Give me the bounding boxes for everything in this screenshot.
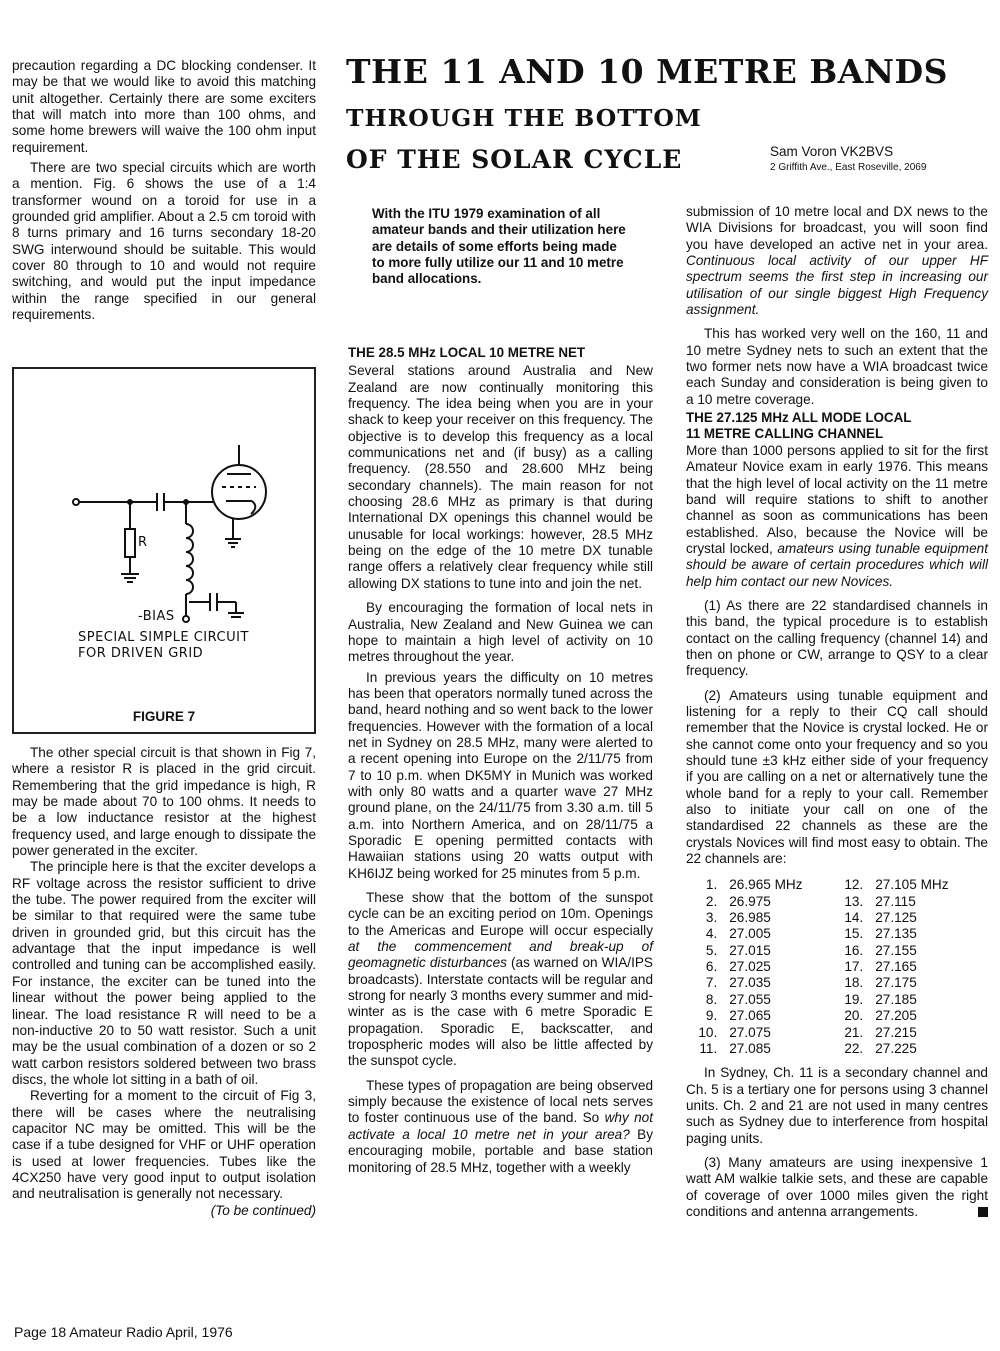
- article-intro: With the ITU 1979 examination of all amateur bands and their utilization here are details of some efforts being made to more fully utilize our 11 and 10 metre band allocations.: [372, 206, 626, 287]
- channel-number: 12.: [844, 877, 864, 893]
- channel-frequency: 27.215: [875, 1024, 917, 1040]
- channel-number: 17.: [844, 959, 864, 975]
- paragraph: The principle here is that the exciter develops a RF voltage across the resistor sufficient to drive the tube. The power required from the exciter will be similar to that required were the same tube driven in grounded grid, but this circuit has the advantage that the input impedance is well controlled and tuning can be accomplished easily. For instance, the exciter can be tuned into the linear without the power being applied to the linear. The load resistance R will need to be a non-inductive 20 to 50 watt resistor. Such a unit may be the usual combination of a dozen or so 2 watt carbon resistors soldered between two brass discs, the whole lot sitting in a bath of oil.: [12, 859, 316, 1087]
- channel-row: [696, 943, 988, 959]
- channel-number: 9.: [705, 1008, 718, 1024]
- channel-row: [696, 1041, 988, 1057]
- bias-label: -BIAS: [138, 609, 175, 624]
- channel-frequency: 27.205: [875, 1008, 917, 1024]
- channel-frequency: 27.185: [875, 991, 917, 1007]
- to-be-continued: (To be continued): [210, 1202, 316, 1218]
- channel-frequency: 26.975: [729, 893, 771, 909]
- channel-number: 21.: [844, 1024, 864, 1040]
- channel-frequency: 27.225: [875, 1040, 917, 1056]
- channel-frequency: 26.985: [729, 910, 771, 926]
- channel-number: 2.: [705, 893, 718, 909]
- channel-row: [696, 894, 988, 910]
- channel-number: 16.: [844, 942, 864, 958]
- left-column-bottom: [12, 745, 316, 1219]
- paragraph: submission of 10 metre local and DX news to the WIA Divisions for broadcast, you will soon find you have developed an active net in your area. Continuous local activity of our upper HF spectrum seems the first step in increasing our utilisation of our single biggest High Frequency assignment.: [686, 204, 988, 318]
- channel-frequency: 26.965 MHz: [729, 877, 803, 893]
- channel-row: [696, 975, 988, 991]
- article-title-line2: THROUGH THE BOTTOM: [346, 104, 702, 132]
- channel-number: 8.: [705, 991, 718, 1007]
- channel-frequency: 27.165: [875, 959, 917, 975]
- channel-number: 1.: [705, 877, 718, 893]
- channel-row: [696, 992, 988, 1008]
- paragraph: This has worked very well on the 160, 11 and 10 metre Sydney nets to such an extent that the two former nets now have a WIA broadcast twice each Sunday and consideration is being given to a 10 metre coverage.: [686, 326, 988, 407]
- channel-frequency: 27.005: [729, 926, 771, 942]
- paragraph: (1) As there are 22 standardised channels in this band, the typical procedure is to establish contact on the calling frequency (channel 14) and then on phone or CW, arrange to QSY to a clear frequency.: [686, 597, 988, 679]
- channel-frequency: 27.065: [729, 1008, 771, 1024]
- channel-frequency: 27.075: [729, 1024, 771, 1040]
- channel-number: 7.: [705, 975, 718, 991]
- paragraph: (2) Amateurs using tunable equipment and listening for a reply to their CQ call should remember that the Novice is crystal locked. He or she cannot come onto your frequency and so you should tune ±3 kHz either side of your frequency if you are calling on a net or alternatively tune the whole band for a reply to your call. Remember also to initiate your call on one of the standardised 22 channels as these are the crystals Novices will find most easy to obtain. The 22 channels are:: [686, 687, 988, 867]
- channel-number: 19.: [844, 991, 864, 1007]
- end-mark: [978, 1207, 988, 1217]
- channel-frequency: 27.055: [729, 991, 771, 1007]
- channel-frequency: 27.085: [729, 1040, 771, 1056]
- paragraph: In previous years the difficulty on 10 metres has been that operators normally tuned across the band, heard nothing and so went back to the lower frequencies. However with the formation of a local net in Sydney on 28.5 MHz, many were alerted to a recent opening into Europe on the 2/11/75 from 7 to 10 p.m. when DK5MY in Munich was worked with only 80 watts and a quarter wave 27 MHz ground plane, on the 24/11/75 from 3.30 a.m. till 5 a.m. into Northern America, and on 28/11/75 a Sporadic E opening permitted contacts with Hawaiian stations using 20 watts output with KH6IJZ being worked for 25 minutes from 5 p.m.: [348, 669, 653, 881]
- paragraph: These types of propagation are being observed simply because the existence of local nets serves to foster continuous use of the band. So why not activate a local 10 metre net in your area? By encouraging mobile, portable and base station monitoring of 28.5 MHz, together with a weekly: [348, 1077, 654, 1175]
- paragraph: Several stations around Australia and New Zealand are now continually monitoring this frequency. The idea being when you are in your shack to keep your receiver on this frequency. The objective is to develop this frequency as a local communications net and (if busy) as a calling frequency. (28.550 and 28.600 MHz being secondary channels). The main reason for not choosing 28.6 MHz as primary is that during International DX openings this channel would be unusable for local workings: however, 28.5 MHz being on the edge of the 10 metre DX tunable range offers a relatively clear frequency while still allowing DX stations to tune into and join the net.: [348, 363, 653, 591]
- channel-frequency: 27.135: [875, 926, 917, 942]
- paragraph: (3) Many amateurs are using inexpensive 1 watt AM walkie talkie sets, and these are capable of coverage of over 1000 miles given the right conditions and antenna arrangements.: [686, 1154, 988, 1219]
- channel-frequency: 27.155: [875, 942, 917, 958]
- channel-number: 13.: [844, 893, 864, 909]
- paragraph: The other special circuit is that shown in Fig 7, where a resistor R is placed in the grid circuit. Remembering that the grid impedance is high, R may be made about 70 to 100 ohms. It needs to be a low inductance resistor at the highest frequency used, and large enough to dissipate the power generated in the exciter.: [12, 745, 316, 859]
- paragraph: In Sydney, Ch. 11 is a secondary channel and Ch. 5 is a tertiary one for persons using 3 channel units. Ch. 2 and 21 are not used in many centres such as Sydney due to interference from hospital paging units.: [686, 1065, 988, 1146]
- author-name: Sam Voron VK2BVS: [770, 144, 894, 159]
- article-title-line3: OF THE SOLAR CYCLE: [346, 145, 683, 174]
- channel-number: 14.: [844, 910, 864, 926]
- paragraph: These show that the bottom of the sunspot cycle can be an exciting period on 10m. Openings to the Americas and Europe will occur especially at the commencement and break-up of geomagnetic disturbances (as warned on WIA/IPS broadcasts). Interstate contacts will be regular and strong for nearly 3 months every summer and mid-winter as is the case with 6 metre Sporadic E propagation. Sporadic E, backscatter, and tropospheric modes will also be little affected by the sunspot cycle.: [348, 890, 653, 1069]
- channel-number: 11.: [699, 1040, 718, 1056]
- channel-frequency: 27.105 MHz: [875, 877, 949, 893]
- middle-column: [348, 345, 653, 1176]
- figure-7: [12, 367, 316, 734]
- paragraph: precaution regarding a DC blocking condenser. It may be that we would like to avoid this matching unit altogether. Certainly there are some exciters that will match into more than 100 ohms, and some home brewers will waive the 100 ohm input requirement.: [12, 58, 316, 155]
- channel-number: 6.: [705, 959, 718, 975]
- channel-number: 20.: [844, 1008, 864, 1024]
- channel-frequency: 27.015: [729, 942, 771, 958]
- channel-row: [696, 959, 988, 975]
- section-heading: THE 28.5 MHz LOCAL 10 METRE NET: [348, 345, 586, 360]
- channel-row: [696, 1008, 988, 1024]
- channel-number: 5.: [705, 942, 718, 958]
- right-column: [686, 204, 988, 1220]
- channel-frequency: 27.115: [875, 893, 916, 909]
- channel-number: 22.: [844, 1040, 864, 1056]
- figure-title: FIGURE 7: [132, 709, 196, 724]
- channel-number: 18.: [844, 975, 864, 991]
- section-heading: THE 27.125 MHz ALL MODE LOCAL: [686, 410, 912, 426]
- channel-number: 10.: [698, 1024, 718, 1040]
- left-column-top: [12, 58, 316, 324]
- paragraph: By encouraging the formation of local nets in Australia, New Zealand and New Guinea we can hope to maintain a high level of activity on 10 metres throughout the year.: [348, 600, 653, 665]
- channel-row: [696, 1025, 988, 1041]
- paragraph: There are two special circuits which are worth a mention. Fig. 6 shows the use of a 1:4 transformer wound on a toroid for use in a grounded grid amplifier. About a 2.5 cm toroid with 8 turns primary and 16 turns secondary 18-20 SWG interwound should be suitable. This would cover 80 through to 10 and would not require switching, and would put the input impedance within the range specified in our general requirements.: [12, 160, 316, 323]
- channel-row: [696, 877, 988, 893]
- channel-frequency: 27.025: [729, 959, 771, 975]
- resistor-label: R: [138, 535, 148, 550]
- channel-number: 4.: [705, 926, 718, 942]
- section-heading: 11 METRE CALLING CHANNEL: [686, 426, 884, 442]
- channel-row: [696, 910, 988, 926]
- channel-number: 3.: [705, 910, 718, 926]
- channel-frequency: 27.125: [875, 910, 917, 926]
- circuit-diagram: [14, 369, 314, 732]
- channel-frequency: 27.035: [729, 975, 771, 991]
- paragraph: Reverting for a moment to the circuit of Fig 3, there will be cases where the neutralising capacitor NC may be omitted. This will be the case if a tube designed for VHF or UHF operation is used at lower frequencies. Tubes like the 4CX250 have very good input to output isolation and neutralisation is generally not necessary.: [12, 1088, 316, 1202]
- channel-table: [696, 877, 988, 1057]
- channel-row: [696, 926, 988, 942]
- page-footer: Page 18 Amateur Radio April, 1976: [14, 1324, 233, 1340]
- channel-number: 15.: [844, 926, 864, 942]
- article-title-line1: THE 11 AND 10 METRE BANDS: [346, 52, 948, 91]
- author-address: 2 Griffith Ave., East Roseville, 2069: [770, 162, 927, 173]
- paragraph: More than 1000 persons applied to sit for the first Amateur Novice exam in early 1976. This means that the high level of local activity on the 11 metre band will require stations to shift to another channel as soon as communications has been established. Also, because the Novice will be crystal locked, amateurs using tunable equipment should be aware of certain procedures which will help him contact our new Novices.: [686, 442, 988, 589]
- figure-caption-line1: SPECIAL SIMPLE CIRCUIT: [78, 630, 249, 645]
- channel-frequency: 27.175: [875, 975, 917, 991]
- figure-caption-line2: FOR DRIVEN GRID: [78, 646, 204, 661]
